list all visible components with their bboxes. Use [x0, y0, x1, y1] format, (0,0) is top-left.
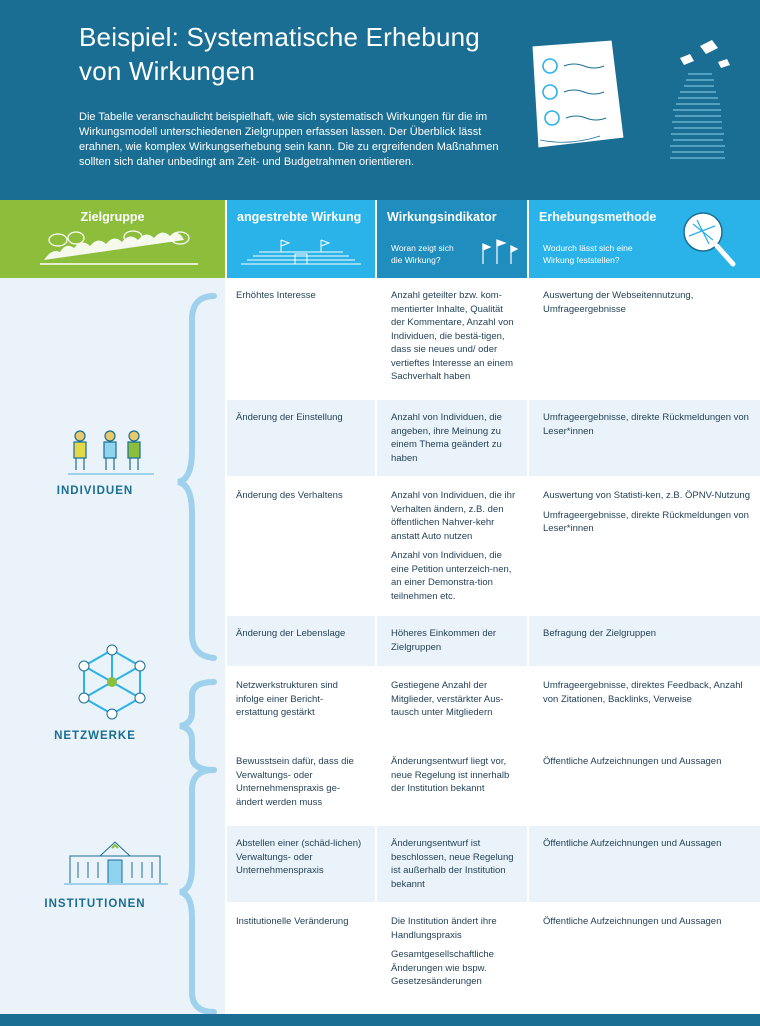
title-line-1: Beispiel: Systematische Erhebung [79, 22, 480, 52]
method-text: Befragung der Zielgruppen [543, 628, 657, 639]
table-cell-effect [236, 679, 362, 720]
indicator-text: Gesamtgesellschaftliche Änderungen wie bspw. Gesetzesänderungen [391, 949, 494, 987]
table-cell-effect [236, 915, 362, 929]
method-text: Auswertung von Statisti-ken, z.B. ÖPNV-Nutzung [543, 490, 750, 501]
method-text: Umfrageergebnisse, direktes Feedback, Anzahl von Zitationen, Backlinks, Verweise [543, 680, 743, 705]
column-subtitle-indicator [391, 242, 454, 266]
indicator-text: Anzahl geteilter bzw. kom-mentierter Inhalte, Qualität der Kommentare, Anzahl von Individuen, die bestä-tigen, dass sie neues und/ oder vertieftes Interesse an einem Sachverhalt haben [391, 290, 514, 382]
column-title-effect: angestrebte Wirkung [237, 210, 362, 224]
table-cell-effect [236, 627, 362, 641]
column-subtitle-method [543, 242, 633, 266]
table-cell-method [543, 489, 752, 536]
intro-text: Die Tabelle veranschaulicht beispielhaft, wie sich systematisch Wirkungen für die im Wirkungsmodell unterschiedenen Zielgruppen erfassen lassen. Der Überblick lässt erahnen, wie komplex Wirkungserhebung sein kann. Die zu ergreifenden Maßnahmen sollten sich daher unbedingt am Zeit- und Budgetrahmen orientieren. [79, 111, 499, 168]
indicator-text: Gestiegene Anzahl der Mitglieder, verstärkter Aus-tausch unter Mitgliedern [391, 680, 504, 718]
table-cell-method [543, 627, 752, 641]
target-group-panel [0, 278, 225, 1016]
footer-bar [0, 1014, 760, 1026]
table-cell-bg [529, 616, 760, 666]
table-cell-method [543, 837, 752, 851]
method-text: Umfrageergebnisse, direkte Rückmeldungen von Leser*innen [543, 412, 749, 437]
table-cell-method [543, 411, 752, 438]
column-header-group [0, 200, 225, 278]
column-title-indicator: Wirkungsindikator [387, 210, 497, 224]
effect-text: Änderung des Verhaltens [236, 490, 343, 501]
table-cell-effect [236, 489, 362, 503]
table-cell-indicator [391, 915, 519, 989]
table-cell-effect [236, 837, 362, 878]
method-text: Öffentliche Aufzeichnungen und Aussagen [543, 916, 722, 927]
table-cell-indicator [391, 837, 519, 891]
effect-text: Bewusstsein dafür, dass die Verwaltungs- oder Unternehmenspraxis ge-ändert werden muss [236, 756, 354, 808]
network-icon [70, 644, 154, 720]
group-label-networks: NETZWERKE [54, 730, 136, 742]
table-cell-method [543, 915, 752, 929]
table-cell-indicator [391, 755, 519, 796]
effect-text: Netzwerkstrukturen sind infolge einer Bericht-erstattung gestärkt [236, 680, 338, 718]
indicator-text: Änderungsentwurf liegt vor, neue Regelung ist innerhalb der Institution bekannt [391, 756, 510, 794]
table-cell-method [543, 679, 752, 706]
column-title-method: Erhebungsmethode [539, 210, 657, 224]
effect-text: Änderung der Einstellung [236, 412, 343, 423]
indicator-text: Anzahl von Individuen, die angeben, ihre Meinung zu einem Thema geändert zu haben [391, 412, 502, 464]
effect-text: Änderung der Lebenslage [236, 628, 346, 639]
effect-text: Abstellen einer (schäd-lichen) Verwaltungs- oder Unternehmenspraxis [236, 838, 362, 876]
column-header-effect [227, 200, 375, 278]
table-cell-effect [236, 289, 362, 303]
table-cell-indicator [391, 489, 519, 603]
method-text: Öffentliche Aufzeichnungen und Aussagen [543, 756, 722, 767]
column-header-method [529, 200, 760, 278]
indicator-text: Anzahl von Individuen, die ihr Verhalten ändern, z.B. den öffentlichen Nahver-kehr anstatt Auto nutzen [391, 490, 516, 542]
table-cell-effect [236, 411, 362, 425]
table-cell-indicator [391, 411, 519, 465]
page-title [79, 20, 480, 88]
indicator-subtitle-line-1: Woran zeigt sich [391, 243, 454, 253]
indicator-subtitle-line-2: die Wirkung? [391, 255, 441, 265]
method-text: Öffentliche Aufzeichnungen und Aussagen [543, 838, 722, 849]
table-cell-effect [236, 755, 362, 809]
magnifier-icon [675, 206, 741, 270]
method-subtitle-line-2: Wirkung feststellen? [543, 255, 620, 265]
method-subtitle-line-1: Wodurch lässt sich eine [543, 243, 633, 253]
effect-text: Erhöhtes Interesse [236, 290, 316, 301]
survey-sheet-illustration [520, 38, 630, 153]
paper-stack-illustration [660, 28, 740, 163]
column-title-group: Zielgruppe [80, 210, 145, 224]
header-banner [0, 0, 760, 200]
method-text: Auswertung der Webseitennutzung, Umfrageergebnisse [543, 290, 694, 315]
indicator-text: Änderungsentwurf ist beschlossen, neue Regelung ist außerhalb der Institution bekannt [391, 838, 514, 890]
flags-icon [477, 236, 519, 266]
group-label-institutions: INSTITUTIONEN [44, 898, 146, 910]
individuals-icon [66, 428, 156, 478]
goal-steps-icon [237, 236, 365, 268]
group-label-individuals: INDIVIDUEN [56, 485, 134, 497]
table-cell-method [543, 289, 752, 316]
column-header-indicator [377, 200, 527, 278]
crowd-icon [38, 228, 198, 268]
table-cell-indicator [391, 289, 519, 384]
indicator-text: Anzahl von Individuen, die eine Petition unterzeich-nen, an einer Demonstra-tion teilnehmen etc. [391, 550, 512, 602]
indicator-text: Höheres Einkommen der Zielgruppen [391, 628, 497, 653]
table-cell-method [543, 755, 752, 769]
table-cell-indicator [391, 679, 519, 720]
indicator-text: Die Institution ändert ihre Handlungspraxis [391, 916, 497, 941]
table-cell-indicator [391, 627, 519, 654]
effect-text: Institutionelle Veränderung [236, 916, 349, 927]
table-cell-bg [227, 616, 375, 666]
method-text: Umfrageergebnisse, direkte Rückmeldungen von Leser*innen [543, 509, 749, 534]
title-line-2: von Wirkungen [79, 56, 256, 86]
institution-building-icon [60, 834, 170, 890]
